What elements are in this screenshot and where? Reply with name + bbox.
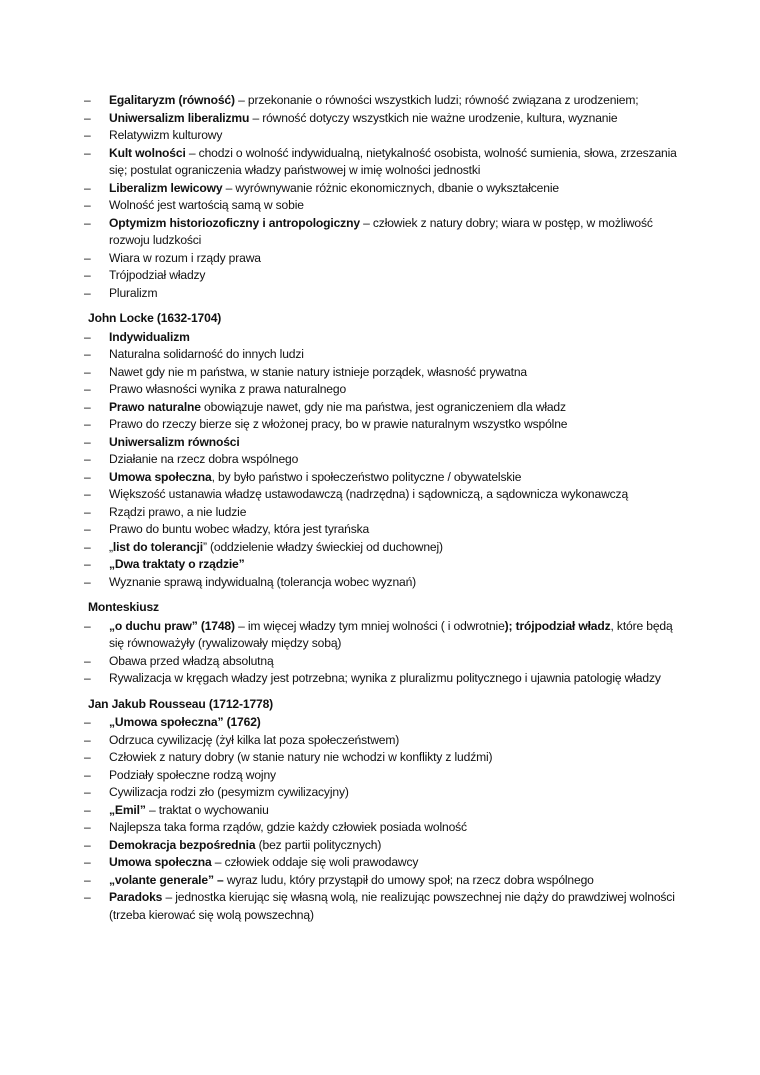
dash-bullet: – bbox=[84, 653, 91, 668]
bold-term: „Umowa społeczna” (1762) bbox=[109, 715, 261, 729]
item-text: Nawet gdy nie m państwa, w stanie natury istnieje porządek, własność prywatna bbox=[109, 364, 527, 379]
list-item bbox=[84, 197, 684, 215]
bold-term: Kult wolności bbox=[109, 145, 186, 160]
section-2 bbox=[84, 599, 684, 688]
section-1 bbox=[84, 310, 684, 591]
bullet-list bbox=[84, 714, 684, 924]
list-item bbox=[84, 889, 684, 924]
item-text: ” (oddzielenie władzy świeckiej od duchownej) bbox=[202, 539, 443, 554]
list-item bbox=[84, 364, 684, 382]
bold-term: „volante generale” – bbox=[109, 872, 224, 887]
bold-term: Prawo naturalne bbox=[109, 399, 201, 414]
item-text: Wolność jest wartością samą w sobie bbox=[109, 198, 304, 212]
list-item bbox=[84, 250, 684, 268]
bold-term: Demokracja bezpośrednia bbox=[109, 837, 256, 852]
dash-bullet: – bbox=[84, 215, 91, 230]
item-text: Trójpodział władzy bbox=[109, 268, 206, 282]
bullet-list bbox=[84, 618, 684, 688]
dash-bullet: – bbox=[84, 820, 91, 834]
item-text: Większość ustanawia władzę ustawodawczą (nadrzędna) i sądowniczą, a sądownicza wykonawczą bbox=[109, 487, 629, 501]
item-text: Prawo do rzeczy bierze się z włożonej pracy, bo w prawie naturalnym wszystko wspólne bbox=[109, 417, 568, 431]
bold-term: list do tolerancji bbox=[112, 539, 203, 554]
dash-bullet: – bbox=[84, 750, 91, 764]
dash-bullet: – bbox=[84, 250, 91, 265]
dash-bullet: – bbox=[84, 785, 91, 799]
bold-term: Uniwersalizm równości bbox=[109, 434, 240, 449]
bullet-list bbox=[84, 92, 684, 302]
dash-bullet: – bbox=[84, 347, 91, 361]
list-item bbox=[84, 486, 684, 504]
item-text: Rywalizacja w kręgach władzy jest potrzebna; wynika z pluralizmu politycznego i ujawnia patologię władzy bbox=[109, 671, 661, 685]
list-item bbox=[84, 784, 684, 802]
dash-bullet: – bbox=[84, 872, 91, 887]
item-text: – jednostka kierując się własną wolą, nie realizując powszechnej nie dąży do prawdziwej wolności (trzeba kierować się wolą powszechną) bbox=[109, 890, 675, 922]
document-body bbox=[84, 92, 684, 924]
list-item bbox=[84, 556, 684, 574]
section-title: Jan Jakub Rousseau (1712-1778) bbox=[88, 696, 274, 711]
list-item bbox=[84, 539, 684, 557]
section-3 bbox=[84, 696, 684, 925]
list-item bbox=[84, 399, 684, 417]
dash-bullet: – bbox=[84, 145, 91, 160]
list-item bbox=[84, 451, 684, 469]
item-text: Rządzi prawo, a nie ludzie bbox=[109, 504, 247, 519]
section-title: John Locke (1632-1704) bbox=[88, 311, 222, 325]
list-item bbox=[84, 521, 684, 539]
item-text: (bez partii politycznych) bbox=[255, 837, 382, 852]
bold-term: Umowa społeczna bbox=[109, 855, 212, 869]
item-text: – chodzi o wolność indywidualną, nietykalność osobista, wolność sumienia, słowa, zrzeszania się; postulat ograniczenia władzy państwowej w imię wolności jednostki bbox=[109, 145, 677, 177]
list-item bbox=[84, 127, 684, 145]
list-item bbox=[84, 92, 684, 110]
dash-bullet: – bbox=[84, 618, 91, 633]
bold-term: „o duchu praw” (1748) bbox=[109, 618, 235, 633]
bold-term: Indywidualizm bbox=[109, 329, 190, 344]
list-item bbox=[84, 767, 684, 785]
dash-bullet: – bbox=[84, 802, 91, 817]
item-text: Prawo własności wynika z prawa naturalnego bbox=[109, 382, 347, 396]
item-text: Cywilizacja rodzi zło (pesymizm cywilizacyjny) bbox=[109, 785, 349, 799]
dash-bullet: – bbox=[84, 180, 91, 195]
section-title: Monteskiusz bbox=[88, 600, 159, 614]
bold-term: Egalitaryzm (równość) bbox=[109, 93, 235, 107]
item-text: wyraz ludu, który przystąpił do umowy społ; na rzecz dobra wspólnego bbox=[223, 872, 594, 887]
dash-bullet: – bbox=[84, 522, 91, 536]
item-text: Najlepsza taka forma rządów, gdzie każdy człowiek posiada wolność bbox=[109, 820, 467, 834]
dash-bullet: – bbox=[84, 469, 91, 484]
dash-bullet: – bbox=[84, 732, 91, 747]
list-item bbox=[84, 714, 684, 732]
bold-term: „Dwa traktaty o rządzie” bbox=[109, 557, 245, 571]
item-text: Działanie na rzecz dobra wspólnego bbox=[109, 452, 299, 466]
list-item bbox=[84, 416, 684, 434]
dash-bullet: – bbox=[84, 504, 91, 519]
list-item bbox=[84, 110, 684, 128]
list-item bbox=[84, 749, 684, 767]
bold-term: Paradoks bbox=[109, 890, 163, 904]
item-text: Naturalna solidarność do innych ludzi bbox=[109, 347, 304, 361]
dash-bullet: – bbox=[84, 837, 91, 852]
list-item bbox=[84, 872, 684, 890]
item-text: Obawa przed władzą absolutną bbox=[109, 653, 274, 668]
item-text: – człowiek oddaje się woli prawodawcy bbox=[211, 855, 419, 869]
list-item bbox=[84, 267, 684, 285]
dash-bullet: – bbox=[84, 128, 91, 142]
dash-bullet: – bbox=[84, 399, 91, 414]
list-item bbox=[84, 346, 684, 364]
list-item bbox=[84, 145, 684, 180]
bold-term: Uniwersalizm liberalizmu bbox=[109, 110, 250, 125]
item-text: „ bbox=[109, 539, 113, 554]
bullet-list bbox=[84, 329, 684, 592]
list-item bbox=[84, 285, 684, 303]
item-text: – im więcej władzy tym mniej wolności ( i odwrotnie bbox=[234, 618, 505, 633]
bold-term: Umowa społeczna bbox=[109, 469, 212, 484]
item-text: – przekonanie o równości wszystkich ludzi; równość związana z urodzeniem; bbox=[234, 93, 639, 107]
bold-term: ); trójpodział władz bbox=[504, 618, 611, 633]
dash-bullet: – bbox=[84, 767, 91, 782]
dash-bullet: – bbox=[84, 855, 91, 869]
bold-term: Optymizm historiozoficzny i antropologiczny bbox=[109, 215, 360, 230]
item-text: Odrzuca cywilizację (żył kilka lat poza społeczeństwem) bbox=[109, 732, 400, 747]
dash-bullet: – bbox=[84, 93, 91, 107]
dash-bullet: – bbox=[84, 715, 91, 729]
item-text: , które będą się równoważyły (rywalizowały między sobą) bbox=[109, 618, 673, 650]
dash-bullet: – bbox=[84, 539, 91, 554]
item-text: Człowiek z natury dobry (w stanie natury nie wchodzi w konflikty z ludźmi) bbox=[109, 750, 493, 764]
dash-bullet: – bbox=[84, 198, 91, 212]
list-item bbox=[84, 732, 684, 750]
item-text: Pluralizm bbox=[109, 285, 158, 300]
dash-bullet: – bbox=[84, 452, 91, 466]
bold-term: Liberalizm lewicowy bbox=[109, 180, 223, 195]
item-text: Wiara w rozum i rządy prawa bbox=[109, 250, 261, 265]
dash-bullet: – bbox=[84, 417, 91, 431]
item-text: Wyznanie sprawą indywidualną (tolerancja wobec wyznań) bbox=[109, 574, 417, 589]
dash-bullet: – bbox=[84, 364, 91, 379]
list-item bbox=[84, 837, 684, 855]
item-text: Prawo do buntu wobec władzy, która jest tyrańska bbox=[109, 522, 370, 536]
dash-bullet: – bbox=[84, 890, 91, 904]
list-item bbox=[84, 504, 684, 522]
item-text: – wyrównywanie różnic ekonomicznych, dbanie o wykształcenie bbox=[222, 180, 559, 195]
dash-bullet: – bbox=[84, 110, 91, 125]
dash-bullet: – bbox=[84, 487, 91, 501]
list-item bbox=[84, 574, 684, 592]
item-text: Podziały społeczne rodzą wojny bbox=[109, 767, 276, 782]
list-item bbox=[84, 802, 684, 820]
bold-term: „Emil” bbox=[109, 802, 146, 817]
section-0 bbox=[84, 92, 684, 302]
dash-bullet: – bbox=[84, 557, 91, 571]
dash-bullet: – bbox=[84, 671, 91, 685]
dash-bullet: – bbox=[84, 434, 91, 449]
list-item bbox=[84, 819, 684, 837]
item-text: Relatywizm kulturowy bbox=[109, 128, 223, 142]
item-text: – traktat o wychowaniu bbox=[145, 802, 269, 817]
list-item bbox=[84, 329, 684, 347]
list-item bbox=[84, 618, 684, 653]
item-text: obowiązuje nawet, gdy nie ma państwa, jest ograniczeniem dla władz bbox=[200, 399, 566, 414]
list-item bbox=[84, 670, 684, 688]
item-text: – człowiek z natury dobry; wiara w postęp, w możliwość rozwoju ludzkości bbox=[109, 215, 653, 247]
dash-bullet: – bbox=[84, 268, 91, 282]
list-item bbox=[84, 215, 684, 250]
dash-bullet: – bbox=[84, 382, 91, 396]
dash-bullet: – bbox=[84, 285, 91, 300]
list-item bbox=[84, 469, 684, 487]
list-item bbox=[84, 381, 684, 399]
list-item bbox=[84, 434, 684, 452]
list-item bbox=[84, 653, 684, 671]
list-item bbox=[84, 180, 684, 198]
dash-bullet: – bbox=[84, 574, 91, 589]
list-item bbox=[84, 854, 684, 872]
dash-bullet: – bbox=[84, 329, 91, 344]
item-text: , by było państwo i społeczeństwo polityczne / obywatelskie bbox=[211, 469, 522, 484]
item-text: – równość dotyczy wszystkich nie ważne urodzenie, kultura, wyznanie bbox=[249, 110, 618, 125]
